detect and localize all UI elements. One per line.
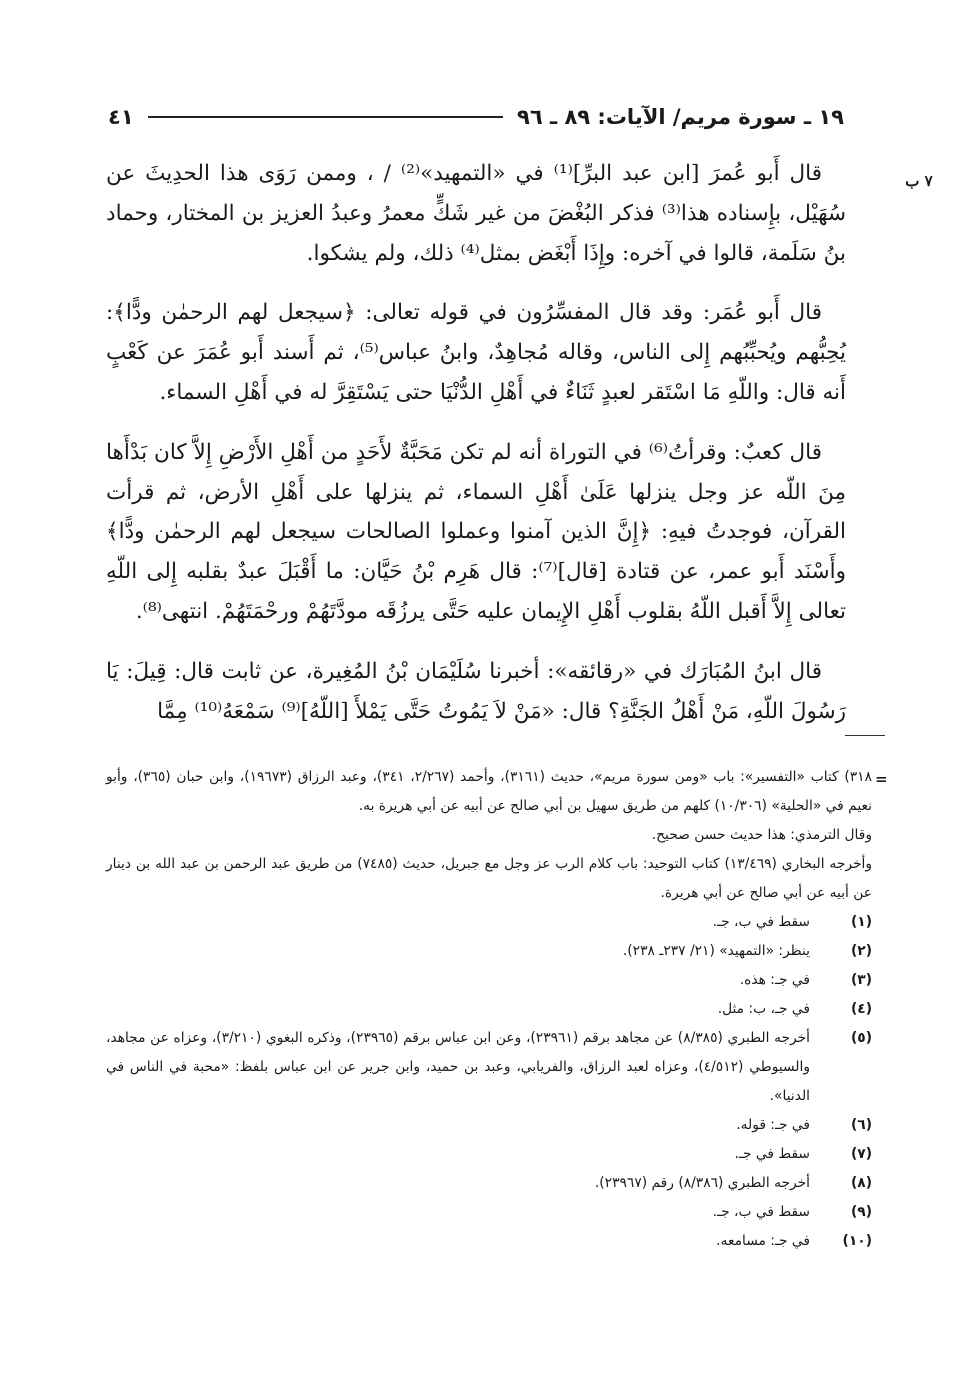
page-number: ٤١: [108, 105, 134, 129]
footnote-text: في جـ: هذه.: [739, 972, 810, 988]
footnote-item: [106, 1227, 872, 1256]
header-rule: [148, 116, 503, 118]
footnote-text: أخرجه الطبري (٨/٣٨٦) رقم (٢٣٩٦٧).: [594, 1175, 810, 1191]
footnote-item: [106, 995, 872, 1024]
footnote-continued-3: وأخرجه البخاري (١٣/٤٦٩) كتاب التوحيد: باب كلام الرب عز وجل مع جبريل، حديث (٧٤٨٥) من طريق عبد الرحمن بن عبد الله بن دينار عن أبيه عن أبي صالح عن أبي هريرة.: [106, 856, 872, 901]
footnote-item: [106, 1198, 872, 1227]
main-text: [106, 154, 846, 731]
footnote-separator: [845, 735, 885, 736]
footnote-text: سقط في جـ.: [734, 1146, 810, 1162]
footnote-item: [106, 966, 872, 995]
footnote-number: (١): [850, 914, 872, 930]
footnote-continuation-mark: =: [875, 770, 888, 788]
surah-title: ١٩ ـ سورة مريم/ الآيات: ٨٩ ـ ٩٦: [517, 105, 844, 129]
paragraph-3: قال كعبٌ: وقرأتُ⁽⁶⁾ في التوراة أنه لم تكن مَحَبَّةٌ لأَحَدٍ من أَهْلِ الأَرْضِ إِلاَّ كان بَدْأَها مِنَ اللّه عز وجل ينزلها عَلَىٰ أَهْلِ السماء، ثم ينزلها على أَهْلِ الأرض، ثم قرأت القرآن، فوجدتُ فيهِ: ﴿إِنَّ الذين آمنوا وعملوا الصالحات سيجعل لهم الرحمٰن ودًّا﴾ وأَسْنَد أَبو عمر، عن قتادة [قال]⁽⁷⁾: قال هَرِم بْنُ حَيَّان: ما أَقْبَلَ عبدٌ بقلبه إِلى اللّهِ تعالى إِلاَّ أَقبل اللّهُ بقلوب أَهْلِ الإِيمان عليه حَتَّى يرزُقَه مودَّتَهُمْ ورحْمَتَهُمْ. انتهى⁽⁸⁾.: [106, 439, 847, 624]
footnote-number: (٦): [850, 1117, 872, 1133]
footnote-item: [106, 1111, 872, 1140]
footnote-text: في جـ، ب: مثل.: [717, 1001, 810, 1017]
footnote-number: (٨): [850, 1175, 872, 1191]
footnote-number: (٣): [850, 972, 872, 988]
footnote-text: في جـ: قوله.: [736, 1117, 810, 1133]
footnote-continued-1: ٣١٨) كتاب «التفسير»: باب «ومن سورة مريم»، حديث (٣١٦١)، وأحمد (٢/٢٦٧، ٣٤١)، وعبد الرزاق (١٩٦٧٣)، وابن حبان (٣٦٥)، وأبو نعيم في «الحلية» (١٠/٣٠٦) كلهم من طريق سهيل بن أبي صالح عن أبيه عن أبي هريرة به.: [106, 769, 872, 814]
footnote-text: سقط في ب، جـ.: [712, 1204, 810, 1220]
footnote-number: (٥): [850, 1030, 872, 1046]
footnote-text: سقط في ب، جـ.: [712, 914, 810, 930]
footnote-number: (٤): [850, 1001, 872, 1017]
paragraph-2: قال أَبو عُمَر: وقد قال المفسِّرُون في قوله تعالى: ﴿سيجعل لهم الرحمٰن ودًّا﴾: يُحِبُّهم ويُحبِّبُهم إِلى الناس، وقاله مُجاهِدٌ، وابنُ عباس⁽⁵⁾، ثم أَسند أَبو عُمَرَ عن كَعْبٍ أَنه قال: واللّهِ مَا اسْتَقر لعبدٍ ثَنَاءٌ في أَهْلِ الدُّنْيَا حتى يَسْتَقِرَّ له في أَهْلِ السماء.: [106, 300, 846, 405]
footnote-item: [106, 1140, 872, 1169]
footnote-continued-2: وقال الترمذي: هذا حديث حسن صحيح.: [651, 827, 872, 843]
footnote-item: [106, 1169, 872, 1198]
footnote-item: [106, 937, 872, 966]
footnote-item: [106, 1024, 872, 1111]
footnote-item: [106, 908, 872, 937]
footnote-number: (٢): [850, 943, 872, 959]
footnote-text: ينظر: «التمهيد» (٢١/ ٢٣٧ـ ٢٣٨).: [622, 943, 810, 959]
footnote-number: (١٠): [842, 1233, 872, 1249]
footnote-number: (٩): [850, 1204, 872, 1220]
running-header: [108, 100, 844, 134]
footnotes: [106, 763, 872, 1256]
paragraph-4: قال ابنُ المُبَارَك في «رقائقه»: أخبرنا سُلَيْمَان بْنُ المُغِيرة، عن ثابت قال: قِيلَ: يَا رَسُولَ اللّهِ، مَنْ أَهْلُ الجَنَّةِ؟ قال: «مَنْ لاَ يَمُوتُ حَتَّى يَمْلأَ [اللّهُ]⁽⁹⁾ سَمْعَهُ⁽¹⁰⁾ مِمَّا: [106, 658, 846, 724]
paragraph-1: قال أَبو عُمرَ [ابن عبد البرِّ]⁽¹⁾ في «التمهيد»⁽²⁾ / ، وممن رَوَى هذا الحدِيثَ عن سُهَيْل، بإِسناده هذا⁽³⁾ فذكر البُغْضَ من غير شَكٍّ معمرُ وعبدُ العزيز بن المختار، وحماد بنُ سَلَمة، قالوا في آخره: وإِذَا أَبْغَض بمثل⁽⁴⁾ ذلك، ولم يشكوا.: [106, 161, 846, 266]
footnote-text: أخرجه الطبري (٨/٣٨٥) عن مجاهد برقم (٢٣٩٦١)، وعن ابن عباس برقم (٢٣٩٦٥)، وذكره البغوي (٣/٢١٠)، وعزاه عن مجاهد، والسيوطي (٤/٥١٢)، وعزاه لعبد الرزاق، والفريابي، وعبد بن حميد، وابن جرير عن ابن عباس بلفظ: «محبة في الناس في الدنيا».: [106, 1030, 811, 1104]
manuscript-folio-note: ٧ ب: [905, 172, 933, 190]
footnote-number: (٧): [850, 1146, 872, 1162]
footnote-text: في جـ: مسامعه.: [716, 1233, 810, 1249]
